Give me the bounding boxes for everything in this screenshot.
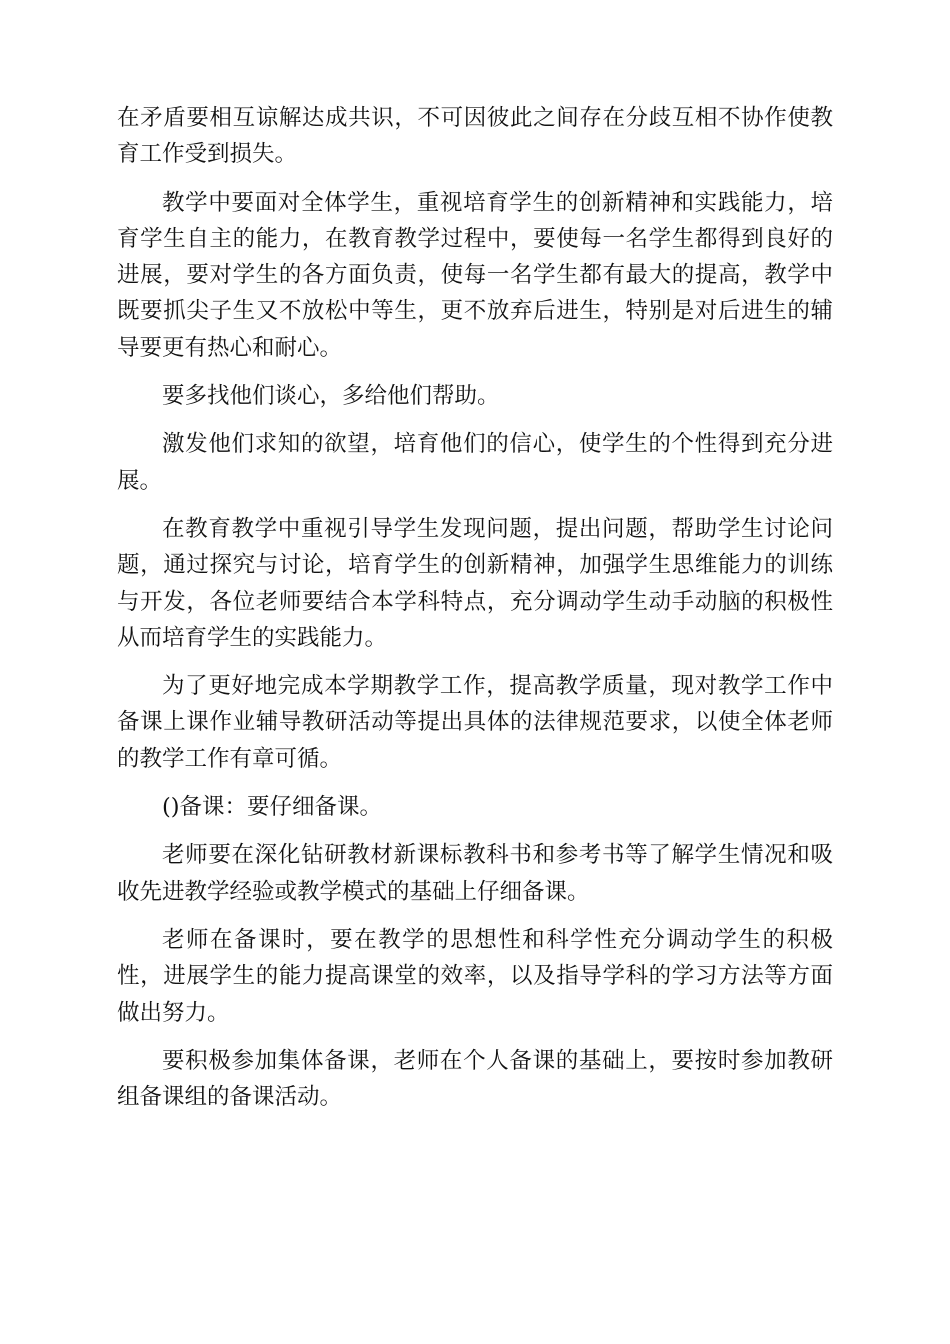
paragraph-10: 要积极参加集体备课，老师在个人备课的基础上，要按时参加教研组备课组的备课活动。 xyxy=(117,1047,833,1111)
paragraph-4: 激发他们求知的欲望，培育他们的信心，使学生的个性得到充分进展。 xyxy=(117,431,833,494)
paragraph-1: 在矛盾要相互谅解达成共识，不可因彼此之间存在分歧互相不协作使教育工作受到损失。 xyxy=(117,105,833,168)
document-page xyxy=(117,100,833,1127)
paragraph-6: 为了更好地完成本学期教学工作，提高教学质量，现对教学工作中备课上课作业辅导教研活动等提出具体的法律规范要求，以使全体老师的教学工作有章可循。 xyxy=(117,673,833,772)
paragraph-2: 教学中要面对全体学生，重视培育学生的创新精神和实践能力，培育学生自主的能力，在教育教学过程中，要使每一名学生都得到良好的进展，要对学生的各方面负责，使每一名学生都有最大的提高，教学中既要抓尖子生又不放松中等生，更不放弃后进生，特别是对后进生的辅导要更有热心和耐心。 xyxy=(117,189,833,361)
paragraph-8: 老师要在深化钻研教材新课标教科书和参考书等了解学生情况和吸收先进教学经验或教学模式的基础上仔细备课。 xyxy=(117,842,833,905)
paragraph-3: 要多找他们谈心，多给他们帮助。 xyxy=(162,383,500,410)
paragraph-9: 老师在备课时，要在教学的思想性和科学性充分调动学生的积极性，进展学生的能力提高课堂的效率，以及指导学科的学习方法等方面做出努力。 xyxy=(117,926,833,1026)
paragraph-5: 在教育教学中重视引导学生发现问题，提出问题，帮助学生讨论问题，通过探究与讨论，培育学生的创新精神，加强学生思维能力的训练与开发，各位老师要结合本学科特点，充分调动学生动手动脑的积极性从而培育学生的实践能力。 xyxy=(117,515,833,651)
paragraph-7: ()备课：要仔细备课。 xyxy=(162,794,383,821)
